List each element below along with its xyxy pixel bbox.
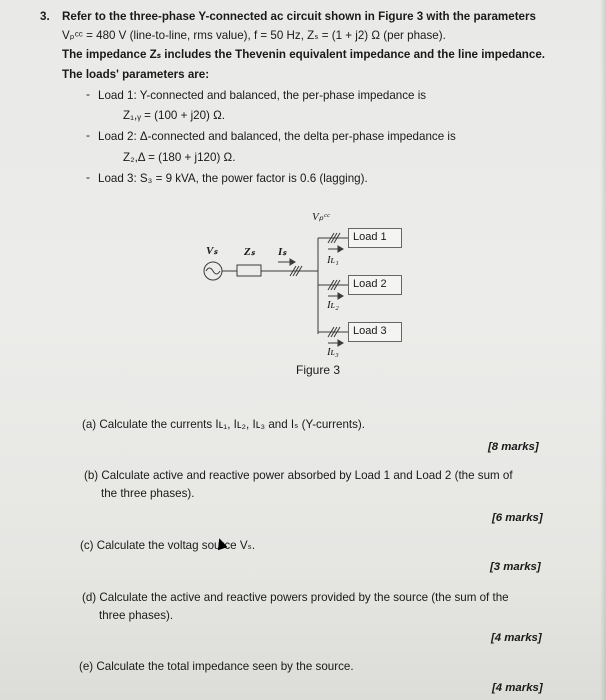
bullet-dot: - xyxy=(86,128,90,142)
impedance-note: The impedance Zₛ includes the Thevenin equivalent impedance and the line impedance. xyxy=(62,48,546,61)
load1-impedance: Z₁,ᵧ = (100 + j20) Ω. xyxy=(123,109,226,122)
part-c-text-end: source Vₛ. xyxy=(198,539,256,552)
loads-heading: The loads' parameters are: xyxy=(62,68,210,81)
part-a-marks: [8 marks] xyxy=(488,441,539,453)
question-number: 3. xyxy=(40,10,50,23)
source-impedance-box xyxy=(237,265,261,276)
figure-caption: Figure 3 xyxy=(296,363,341,377)
is-arrow-icon xyxy=(290,259,295,265)
part-d-marks: [4 marks] xyxy=(491,632,542,644)
part-e-marks: [4 marks] xyxy=(492,682,543,694)
load2-description: Load 2: Δ-connected and balanced, the delta per-phase impedance is xyxy=(98,130,456,143)
part-b-text-line2: the three phases). xyxy=(101,487,195,500)
load1-description: Load 1: Y-connected and balanced, the per-phase impedance is xyxy=(98,89,427,102)
page-edge-shadow xyxy=(600,0,606,700)
vs-label: Vₛ xyxy=(206,245,218,257)
bullet-dot: - xyxy=(86,87,90,101)
il1-label: Iʟ₁ xyxy=(327,254,339,266)
parameters-line: Vₚᶜᶜ = 480 V (line-to-line, rms value), f = 50 Hz, Zₛ = (1 + j2) Ω (per phase). xyxy=(62,29,446,42)
part-e-text: (e) Calculate the total impedance seen by the source. xyxy=(79,660,354,673)
il2-label: Iʟ₂ xyxy=(327,299,339,311)
part-c-text-start: (c) Calculate the voltag xyxy=(80,539,199,552)
load3-box: Load 3 xyxy=(348,322,402,342)
load2-impedance: Z₂,Δ = (180 + j120) Ω. xyxy=(123,151,236,164)
part-a-text: (a) Calculate the currents Iʟ₁, Iʟ₂, Iʟ₃ and Iₛ (Y-currents). xyxy=(82,418,366,431)
load2-box: Load 2 xyxy=(348,275,402,295)
is-label: Iₛ xyxy=(278,246,287,258)
part-c-text xyxy=(80,539,255,553)
part-b-marks: [6 marks] xyxy=(492,512,543,524)
sine-wave-icon xyxy=(206,268,220,274)
il3-label: Iʟ₃ xyxy=(327,346,339,358)
il1-arrow-icon xyxy=(338,246,343,252)
part-d-text-line1: (d) Calculate the active and reactive powers provided by the source (the sum of the xyxy=(82,591,509,604)
bullet-dot: - xyxy=(86,170,90,184)
part-d-text-line2: three phases). xyxy=(99,609,174,622)
vpcc-label: Vₚᶜᶜ xyxy=(312,211,330,223)
zs-label: Zₛ xyxy=(244,246,255,258)
load1-box: Load 1 xyxy=(348,228,402,248)
part-c-marks: [3 marks] xyxy=(490,561,541,573)
load3-description: Load 3: S₃ = 9 kVA, the power factor is 0.6 (lagging). xyxy=(98,172,368,185)
part-b-text-line1: (b) Calculate active and reactive power absorbed by Load 1 and Load 2 (the sum of xyxy=(84,469,513,482)
question-intro: Refer to the three-phase Y-connected ac circuit shown in Figure 3 with the parameters xyxy=(62,10,536,23)
